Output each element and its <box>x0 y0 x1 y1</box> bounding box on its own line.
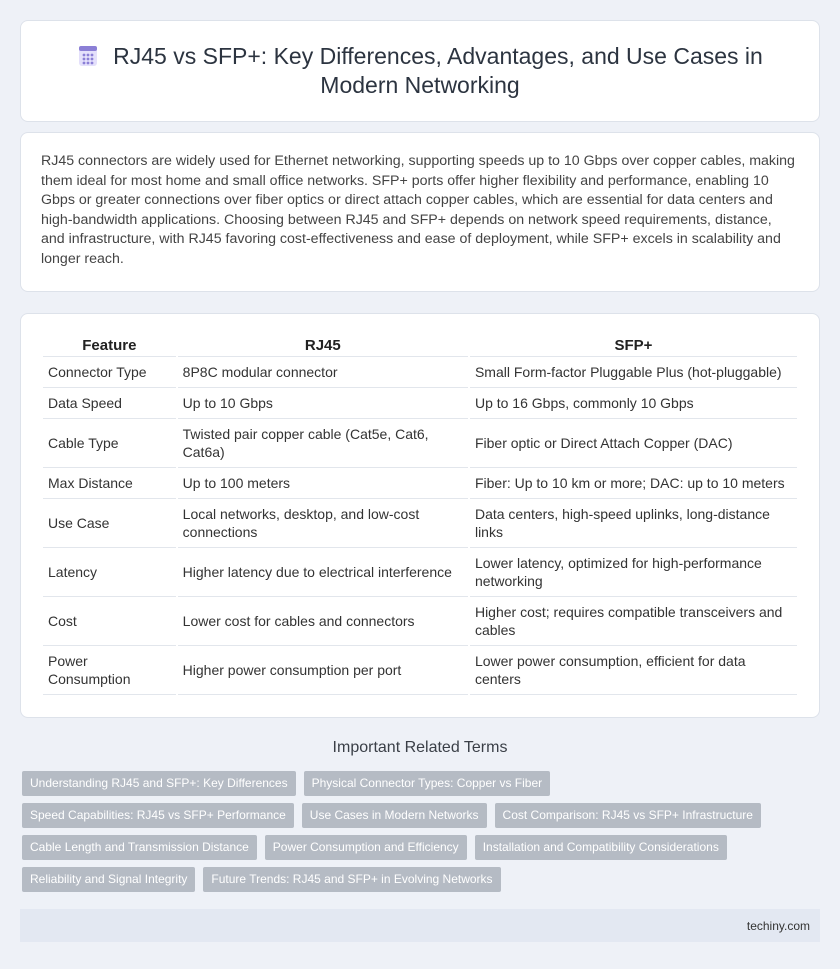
page-title-text: RJ45 vs SFP+: Key Differences, Advantages, and Use Cases in Modern Networking <box>113 43 763 98</box>
related-terms-list <box>22 771 820 899</box>
feature-cell: Power Consumption <box>43 646 176 695</box>
sfp-cell: Lower latency, optimized for high-performance networking <box>470 548 797 597</box>
comparison-table-card <box>20 313 820 718</box>
table-row <box>43 646 797 695</box>
sfp-cell: Data centers, high-speed uplinks, long-distance links <box>470 499 797 548</box>
footer-site-link[interactable]: techiny.com <box>746 918 810 933</box>
related-tag[interactable]: Power Consumption and Efficiency <box>265 835 467 860</box>
feature-cell: Latency <box>43 548 176 597</box>
page-title <box>61 42 779 100</box>
feature-cell: Use Case <box>43 499 176 548</box>
rj45-cell: Up to 100 meters <box>178 468 468 499</box>
grid-icon <box>77 45 99 67</box>
related-tag[interactable]: Future Trends: RJ45 and SFP+ in Evolving Networks <box>203 867 500 892</box>
related-tag[interactable]: Installation and Compatibility Considerations <box>475 835 727 860</box>
feature-cell: Data Speed <box>43 388 176 419</box>
related-tag[interactable]: Reliability and Signal Integrity <box>22 867 195 892</box>
rj45-cell: Lower cost for cables and connectors <box>178 597 468 646</box>
rj45-cell: Up to 10 Gbps <box>178 388 468 419</box>
table-row <box>43 597 797 646</box>
rj45-cell: 8P8C modular connector <box>178 357 468 388</box>
rj45-cell: Twisted pair copper cable (Cat5e, Cat6, Cat6a) <box>178 419 468 468</box>
header-sfp: SFP+ <box>470 334 797 357</box>
table-row <box>43 468 797 499</box>
related-tag[interactable]: Understanding RJ45 and SFP+: Key Differences <box>22 771 296 796</box>
sfp-cell: Fiber optic or Direct Attach Copper (DAC) <box>470 419 797 468</box>
intro-card <box>20 132 820 292</box>
footer <box>20 909 820 942</box>
rj45-cell: Local networks, desktop, and low-cost connections <box>178 499 468 548</box>
related-terms-title: Important Related Terms <box>332 739 508 756</box>
table-row <box>43 499 797 548</box>
table-row <box>43 388 797 419</box>
related-tag[interactable]: Cost Comparison: RJ45 vs SFP+ Infrastructure <box>495 803 761 828</box>
related-tag[interactable]: Physical Connector Types: Copper vs Fiber <box>304 771 551 796</box>
intro-text: RJ45 connectors are widely used for Ethernet networking, supporting speeds up to 10 Gbps over copper cables, making them ideal for most home and small office networks. SFP+ ports offer higher flexibility and performance, enabling 10 Gbps or greater connections over fiber optics or direct attach copper cables, which are essential for data centers and high-bandwidth applications. Choosing between RJ45 and SFP+ depends on network speed requirements, distance, and infrastructure, with RJ45 favoring cost-effectiveness and ease of deployment, while SFP+ excels in scalability and longer reach. <box>41 153 795 267</box>
sfp-cell: Fiber: Up to 10 km or more; DAC: up to 10 meters <box>470 468 797 499</box>
rj45-cell: Higher power consumption per port <box>178 646 468 695</box>
header-feature: Feature <box>43 334 176 357</box>
header-rj45: RJ45 <box>178 334 468 357</box>
related-tag[interactable]: Cable Length and Transmission Distance <box>22 835 257 860</box>
rj45-cell: Higher latency due to electrical interference <box>178 548 468 597</box>
sfp-cell: Lower power consumption, efficient for data centers <box>470 646 797 695</box>
sfp-cell: Small Form-factor Pluggable Plus (hot-pluggable) <box>470 357 797 388</box>
feature-cell: Cable Type <box>43 419 176 468</box>
related-tag[interactable]: Use Cases in Modern Networks <box>302 803 487 828</box>
table-row <box>43 357 797 388</box>
table-row <box>43 548 797 597</box>
related-tag[interactable]: Speed Capabilities: RJ45 vs SFP+ Performance <box>22 803 294 828</box>
table-header-row <box>43 334 797 357</box>
feature-cell: Connector Type <box>43 357 176 388</box>
sfp-cell: Higher cost; requires compatible transceivers and cables <box>470 597 797 646</box>
feature-cell: Cost <box>43 597 176 646</box>
feature-cell: Max Distance <box>43 468 176 499</box>
sfp-cell: Up to 16 Gbps, commonly 10 Gbps <box>470 388 797 419</box>
comparison-table <box>41 334 799 695</box>
title-card <box>20 20 820 122</box>
table-row <box>43 419 797 468</box>
